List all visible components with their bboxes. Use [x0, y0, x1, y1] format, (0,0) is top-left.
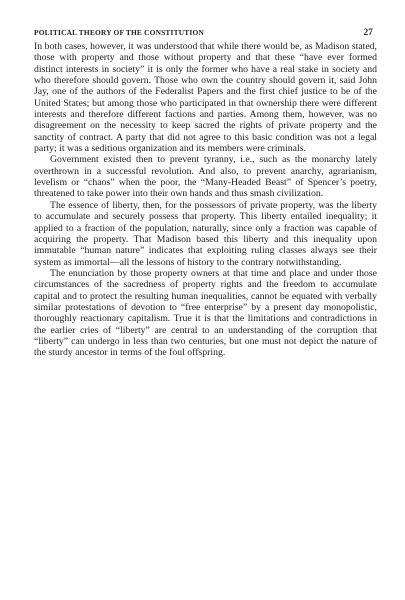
page-number: 27 [363, 27, 373, 37]
body-text [34, 41, 377, 359]
paragraph-2: Government existed then to prevent tyranny, i.e., such as the monarchy lately overthrown in a successful revolution. And also, to prevent anarchy, agrarianism, levelism or “chaos” when the poor, the “Many-Headed Beast” of Spencer’s poetry, threatened to take power into their own hands and thus smash civilization. [34, 154, 377, 200]
running-title: POLITICAL THEORY OF THE CONSTITUTION [34, 28, 204, 37]
paragraph-1: In both cases, however, it was understood that while there would be, as Madison stated, those with property and those without property and that these “have ever formed distinct interests in society” it is only the former who have a real stake in society and who therefore should govern. Those who own the country should govern it, said John Jay, one of the authors of the Federalist Papers and the first chief justice to be of the United States; but among those who participated in that ownership there were different interests and therefore different factions and parties. Among them, however, was no disagreement on the necessity to keep sacred the rights of private property and the sanctity of contract. A party that did not agree to this basic condition was not a legal party; it was a seditious organization and its members were criminals. [34, 41, 377, 155]
paragraph-4: The enunciation by those property owners at that time and place and under those circumstances of the sacredness of property rights and the freedom to accumulate capital and to protect the resulting human inequalities, cannot be equated with verbally similar protestations of devotion to “free enterprise” by a present day monopolistic, thoroughly reactionary capitalism. True it is that the limitations and contradictions in the earlier cries of “liberty” are central to an understanding of the corruption that “liberty” can undergo in less than two centuries, but one must not depict the nature of the sturdy ancestor in terms of the foul offspring. [34, 267, 377, 359]
running-head [34, 27, 377, 41]
paragraph-3: The essence of liberty, then, for the possessors of private property, was the liberty to accumulate and securely possess that property. This liberty entailed inequality; it applied to a fraction of the population, naturally, since only a fraction was capable of acquiring the property. That Madison based this liberty and this inequality upon immutable “human nature” indicates that exploiting ruling classes always see their system as immortal—all the lessons of history to the contrary notwithstanding. [34, 199, 377, 268]
